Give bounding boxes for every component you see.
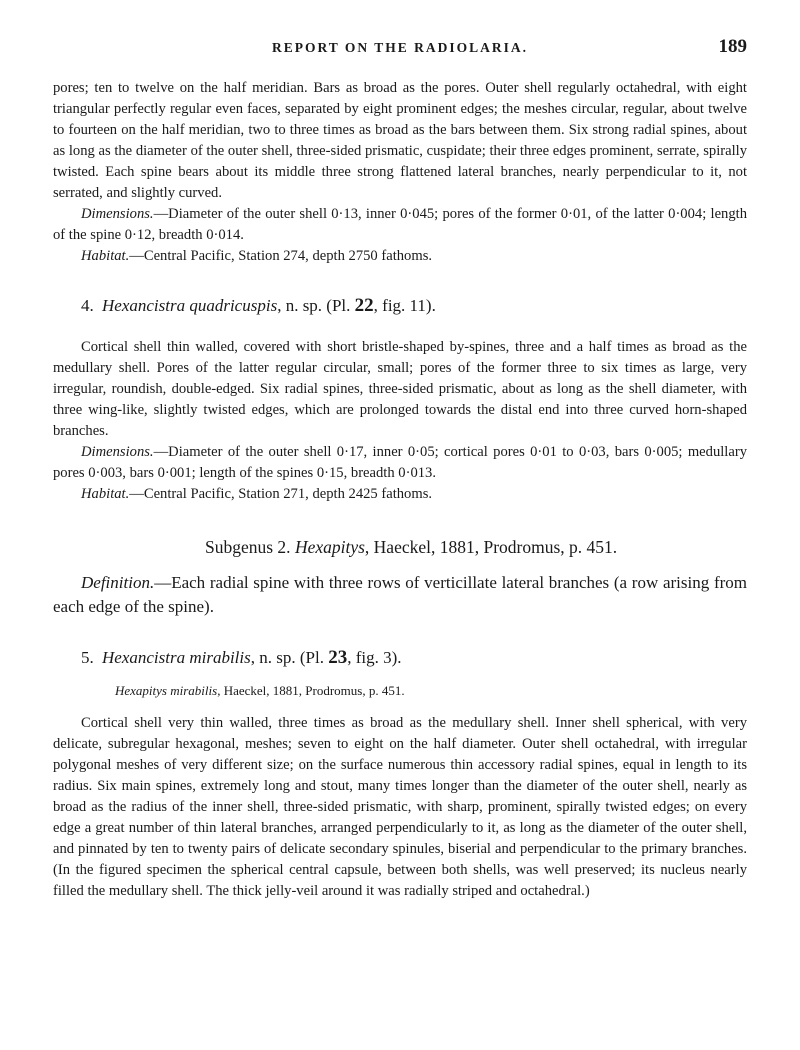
subgenus-heading: [205, 535, 747, 559]
habitat-label: Habitat.: [81, 248, 130, 264]
species-number: 5.: [81, 648, 94, 667]
species-suffix: , n. sp. (Pl.: [277, 296, 355, 315]
dimensions-text: —Diameter of the outer shell 0·13, inner 0·045; pores of the former 0·01, of the latter 0·004; length of the spine 0·12, breadth 0·014.: [53, 206, 747, 243]
species-description: Cortical shell thin walled, covered with short bristle-shaped by-spines, three and a half times as broad as the medullary shell. Pores of the latter regular circular, small; pores of the former three to six times as large, very irregular, roundish, double-edged. Six radial spines, three-sided prismatic, about as long as the shell diameter, with three wing-like, slightly twisted edges, which are prolonged towards the distal end into three curved horn-shaped branches.: [53, 339, 747, 439]
plate-number: 23: [328, 647, 348, 668]
definition-label: Definition.: [81, 573, 155, 592]
species-description: Cortical shell very thin walled, three times as broad as the medullary shell. Inner shell spherical, with very delicate, subregular hexagonal, meshes; seven to eight on the half diameter. Outer shell octahedral, with irregular polygonal meshes of very different size; on the surface numerous thin accessory radial spines, equal in length to its radius. Six main spines, extremely long and stout, many times longer than the diameter of the outer shell, nearly as broad as the radius of the inner shell, three-sided prismatic, with sharp, prominent, spirally twisted edges; on every edge a great number of thin lateral branches, arranged perpendicularly to it, as long as the diameter of the outer shell, and pinnated by ten to twenty pairs of delicate secondary spinules, biserial and perpendicular to the primary branches. (In the figured specimen the spherical central capsule, between both shells, was well preserved; its nucleus nearly filled the medullary shell. The thick jelly-veil around it was radially striped and octahedral.): [53, 715, 747, 899]
synonym-name: Hexapitys mirabilis: [115, 683, 218, 698]
species-heading-4: [81, 295, 747, 317]
species-name: Hexancistra quadricuspis: [102, 296, 278, 315]
habitat-line: [53, 246, 747, 267]
species-heading-5: [81, 647, 747, 669]
species-name: Hexancistra mirabilis: [102, 648, 251, 667]
running-header: [53, 36, 747, 64]
dimensions-label: Dimensions.: [81, 206, 154, 222]
synonym-ref: , Haeckel, 1881, Prodromus, p. 451.: [217, 683, 405, 698]
species-suffix: , n. sp. (Pl.: [250, 648, 329, 667]
figure-ref: , fig. 11).: [373, 296, 436, 315]
definition-paragraph: [53, 571, 747, 619]
habitat-label: Habitat.: [81, 486, 130, 502]
running-title: REPORT ON THE RADIOLARIA.: [271, 40, 529, 55]
subgenus-prefix: Subgenus 2.: [205, 537, 295, 557]
dimensions-line: [53, 442, 747, 484]
page: [53, 36, 747, 902]
dimensions-text: —Diameter of the outer shell 0·17, inner 0·05; cortical pores 0·01 to 0·03, bars 0·005; medullary pores 0·003, bars 0·001; length of the spines 0·15, breadth 0·013.: [53, 444, 747, 481]
habitat-line: [53, 484, 747, 505]
continued-paragraph: pores; ten to twelve on the half meridian. Bars as broad as the pores. Outer shell regularly octahedral, with eight triangular perfectly regular even faces, separated by eight prominent edges; the meshes circular, regular, about twelve to fourteen on the half meridian, two to three times as broad as the bars between them. Six strong radial spines, about as long as the diameter of the outer shell, three-sided prismatic, cuspidate; their three edges prominent, serrate, spirally twisted. Each spine bears about its middle three strong flattened lateral branches, nearly perpendicular to it, not serrated, and slightly curved.: [53, 80, 747, 201]
plate-number: 22: [354, 295, 374, 316]
page-number: 189: [718, 36, 747, 57]
definition-text: —Each radial spine with three rows of verticillate lateral branches (a row arising from each edge of the spine).: [53, 573, 747, 616]
subgenus-suffix: , Haeckel, 1881, Prodromus, p. 451.: [364, 537, 618, 557]
subgenus-name: Hexapitys: [294, 537, 365, 557]
species-number: 4.: [81, 296, 94, 315]
synonym-line: [115, 681, 747, 701]
habitat-text: —Central Pacific, Station 274, depth 2750 fathoms.: [129, 248, 433, 264]
habitat-text: —Central Pacific, Station 271, depth 2425 fathoms.: [129, 486, 433, 502]
dimensions-line: [53, 204, 747, 246]
figure-ref: , fig. 3).: [347, 648, 402, 667]
dimensions-label: Dimensions.: [81, 444, 154, 460]
